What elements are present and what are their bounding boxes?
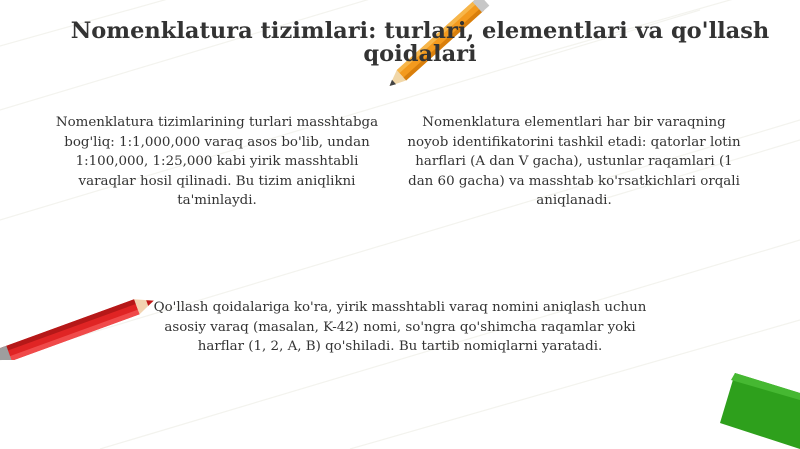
paragraph-usage-rules: Qo'llash qoidalariga ko'ra, yirik masshtabli varaq nomini aniqlash uchun asosiy varaq (masalan, K-42) nomi, so'ngra qo'shimcha raqamlar yoki harflar (1, 2, A, B) qo'shiladi. Bu tartib nomiqlarni yaratadi. bbox=[153, 300, 647, 354]
paragraph-nomenclature-elements: Nomenklatura elementlari har bir varaqning noyob identifikatorini tashkil etadi: qatorlar lotin harflari (A dan V gacha), ustunlar raqamlari (1 dan 60 gacha) va masshtab ko'rsatkichlari orqali aniqlanadi. bbox=[407, 115, 741, 208]
green-marker-icon bbox=[715, 368, 800, 449]
slide-title: Nomenklatura tizimlari: turlari, elementlari va qo'llash qoidalari bbox=[70, 18, 770, 67]
red-pencil-icon bbox=[0, 280, 160, 360]
paragraph-nomenclature-types: Nomenklatura tizimlarining turlari masshtabga bog'liq: 1:1,000,000 varaq asos bo'lib, undan 1:100,000, 1:25,000 kabi yirik masshtabli varaqlar hosil qilinadi. Bu tizim aniqlikni ta'minlaydi. bbox=[55, 115, 379, 208]
